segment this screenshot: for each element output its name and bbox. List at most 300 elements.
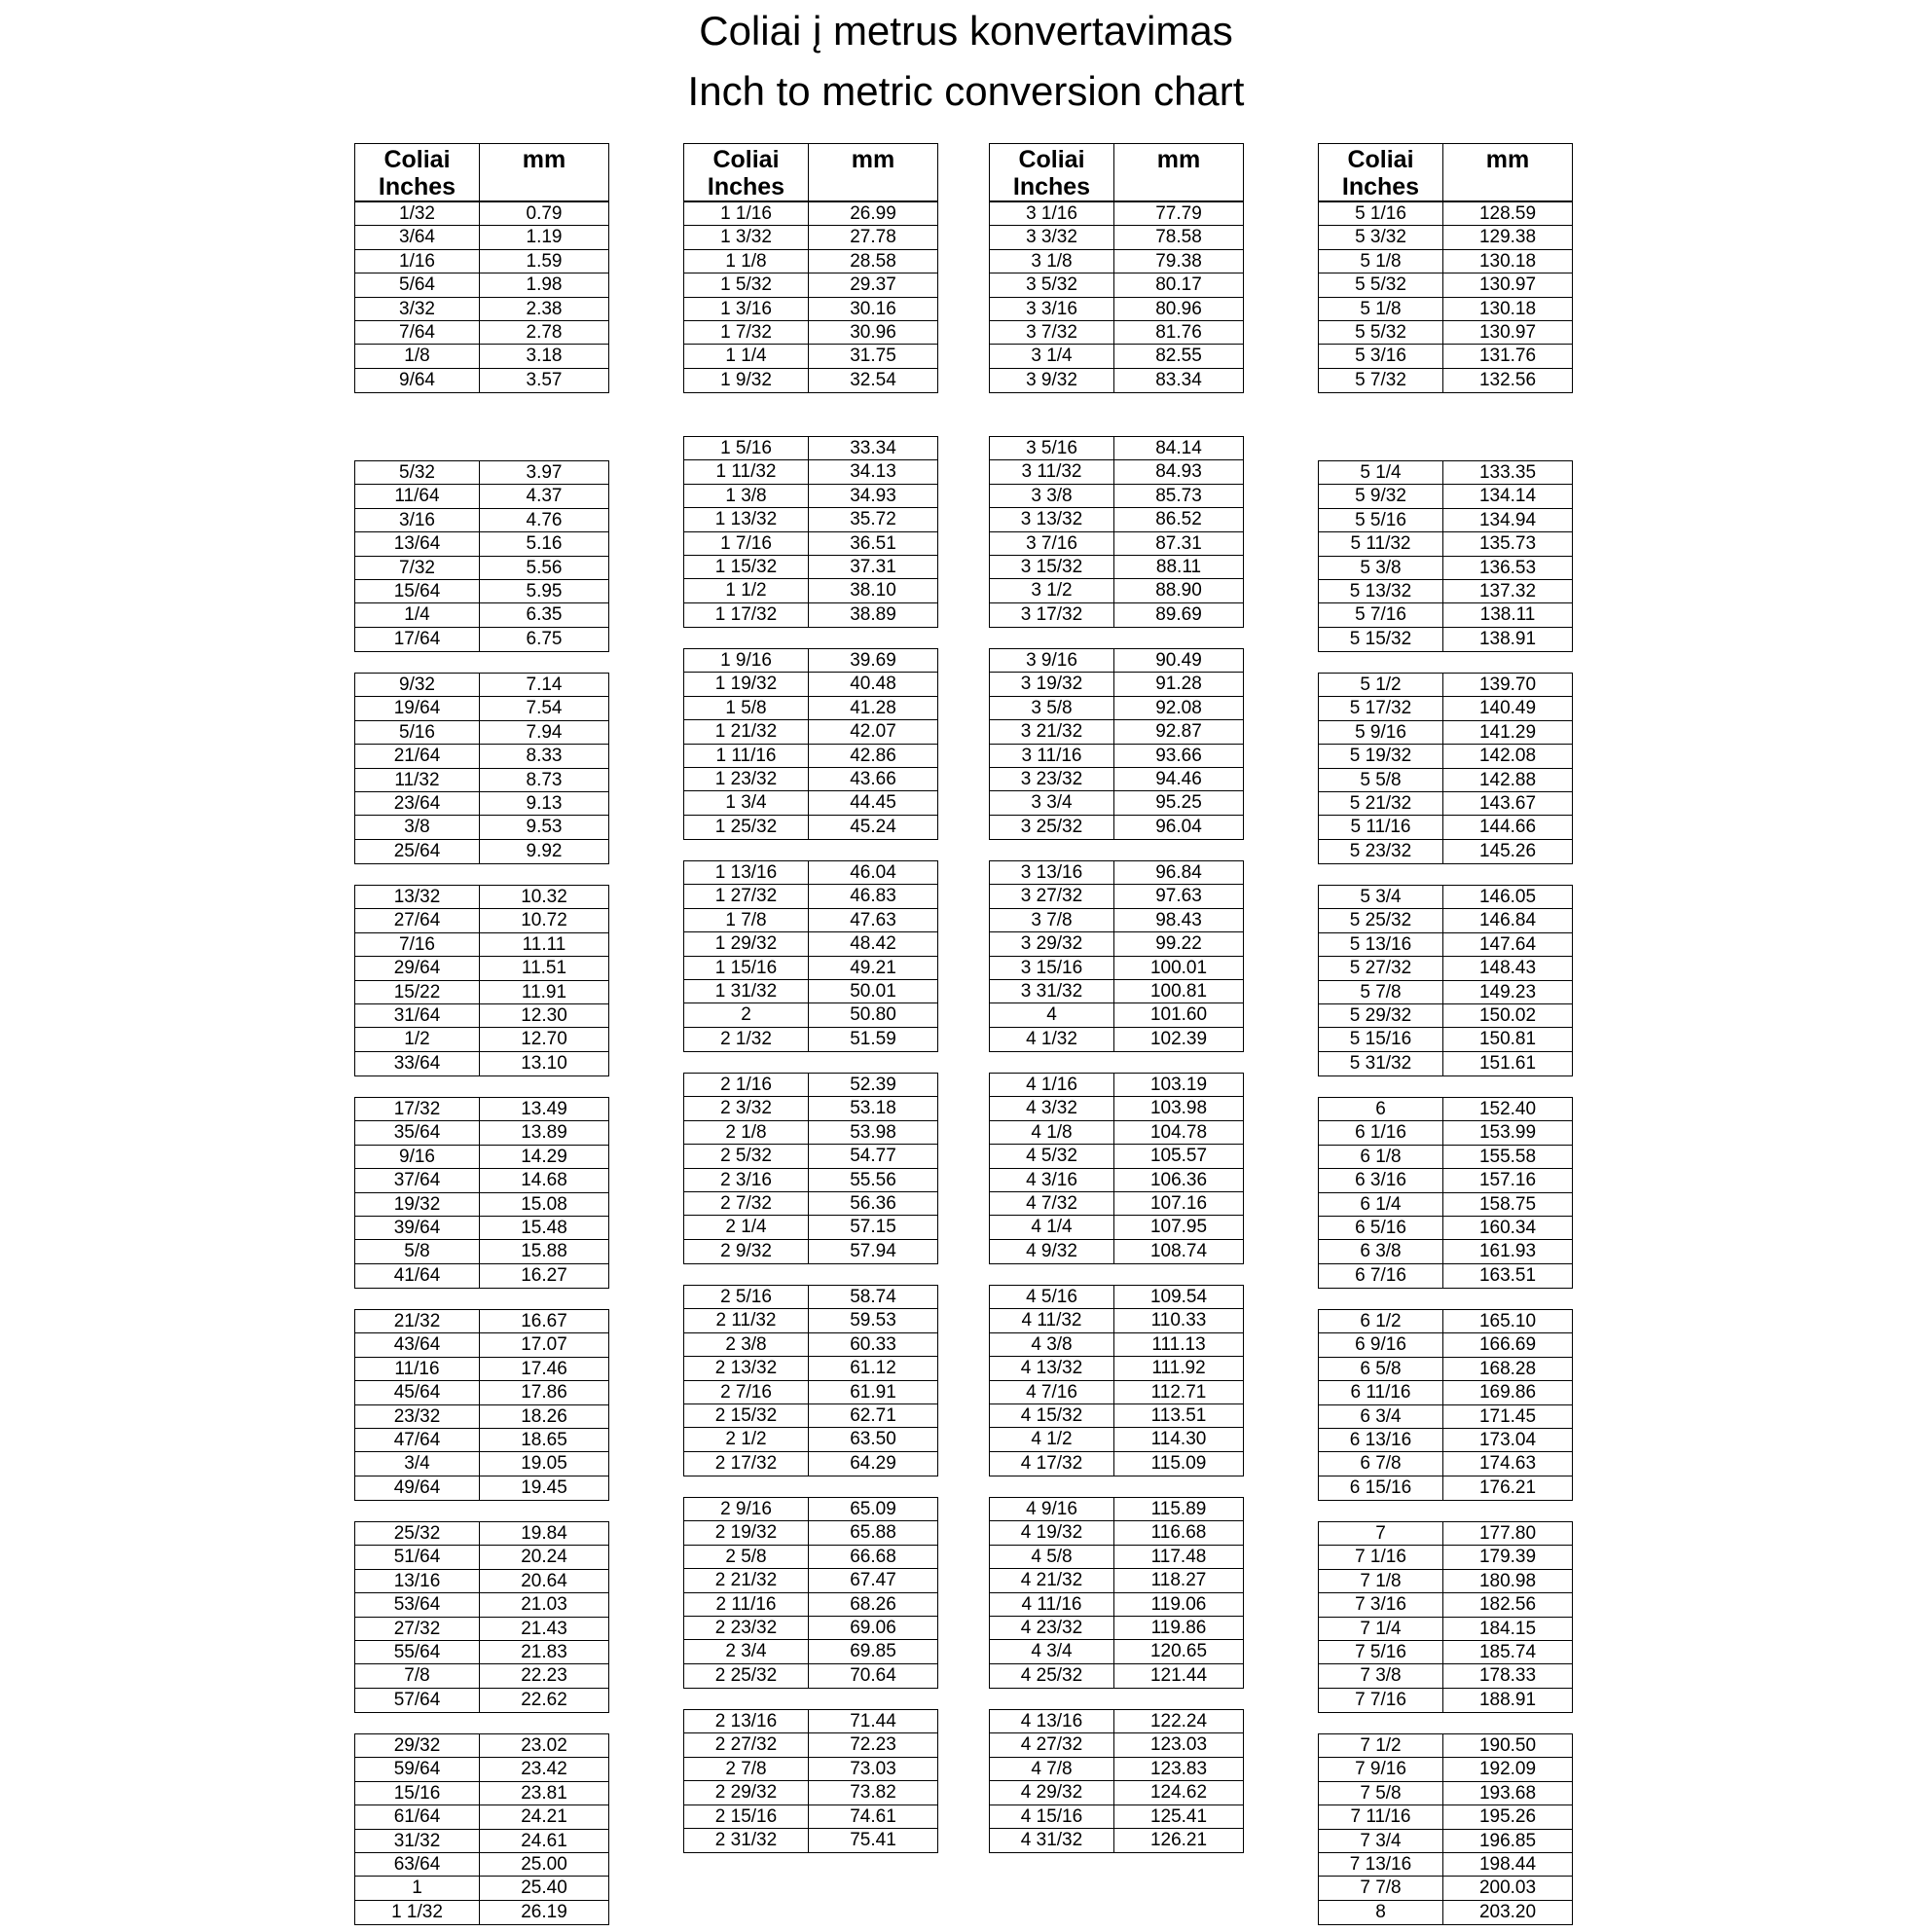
inch-value: 1 7/16 [684, 532, 809, 555]
inch-value: 3 13/32 [990, 508, 1114, 530]
row-group [354, 673, 609, 864]
mm-value: 130.18 [1478, 250, 1537, 272]
table-row [990, 1028, 1243, 1051]
table-row [990, 1003, 1243, 1027]
table-row [355, 509, 608, 532]
inch-value: 4 3/32 [990, 1097, 1114, 1119]
inch-value: 5 23/32 [1319, 840, 1443, 863]
inch-value: 5 27/32 [1319, 957, 1443, 979]
mm-value: 126.21 [1149, 1829, 1208, 1850]
inch-value: 1 27/32 [684, 885, 809, 907]
inch-value: 1 1/2 [684, 579, 809, 601]
inch-value: 19/64 [355, 697, 480, 719]
table-row [1319, 721, 1572, 745]
table-row [355, 886, 608, 909]
inch-value: 5 1/4 [1319, 461, 1443, 484]
table-row [990, 250, 1243, 273]
table-row [990, 460, 1243, 484]
mm-value: 7.94 [526, 721, 563, 743]
inch-value: 4 3/4 [990, 1640, 1114, 1662]
mm-value: 61.91 [850, 1381, 896, 1403]
mm-value: 134.14 [1478, 486, 1537, 507]
mm-value: 34.93 [850, 485, 896, 506]
mm-value: 30.96 [850, 321, 896, 343]
inch-value: 57/64 [355, 1689, 480, 1712]
table-row [990, 202, 1243, 226]
table-row [684, 1546, 937, 1569]
row-group [354, 1733, 609, 1925]
table-row [990, 603, 1243, 627]
table-row [684, 1805, 937, 1829]
mm-value: 131.76 [1478, 346, 1537, 367]
inch-value: 4 31/32 [990, 1829, 1114, 1852]
mm-value: 114.30 [1150, 1429, 1207, 1450]
inch-value: 7 [1319, 1522, 1443, 1545]
table-row [355, 321, 608, 345]
table-row [355, 1618, 608, 1641]
table-row [355, 1310, 608, 1333]
inch-value: 31/64 [355, 1004, 480, 1027]
inch-value: 4 11/16 [990, 1593, 1114, 1616]
mm-value: 15.48 [521, 1217, 567, 1238]
table-row [1319, 557, 1572, 580]
inch-value: 5 21/32 [1319, 792, 1443, 815]
table-row [1319, 674, 1572, 697]
table-row [1319, 226, 1572, 249]
inch-value: 4 13/16 [990, 1710, 1114, 1732]
inch-value: 13/16 [355, 1570, 480, 1592]
mm-value: 19.45 [521, 1476, 567, 1498]
mm-value: 96.84 [1155, 862, 1202, 883]
mm-value: 21.83 [521, 1641, 567, 1662]
inch-value: 3/4 [355, 1452, 480, 1475]
table-row [1319, 1901, 1572, 1924]
table-header [1318, 143, 1573, 201]
table-row [1319, 816, 1572, 839]
table-row [355, 769, 608, 792]
mm-value: 13.10 [521, 1052, 567, 1074]
table-row [1319, 273, 1572, 297]
mm-value: 125.41 [1149, 1805, 1208, 1827]
inch-value: 2 7/8 [684, 1758, 809, 1780]
mm-value: 10.72 [521, 910, 567, 931]
table-row [355, 1052, 608, 1075]
mm-value: 132.56 [1478, 369, 1537, 390]
table-row [684, 1710, 937, 1733]
mm-value: 113.51 [1150, 1404, 1207, 1426]
inch-value: 5/32 [355, 461, 480, 484]
table-row [684, 697, 937, 720]
table-row [990, 1216, 1243, 1239]
mm-value: 92.87 [1155, 721, 1202, 743]
table-row [355, 226, 608, 249]
row-group [354, 460, 609, 652]
table-row [684, 980, 937, 1003]
mm-value: 129.38 [1478, 227, 1537, 248]
mm-value: 116.68 [1150, 1522, 1207, 1544]
table-row [684, 720, 937, 744]
inch-value: 1/8 [355, 345, 480, 367]
inch-value: 3 3/4 [990, 791, 1114, 814]
table-row [1319, 1146, 1572, 1169]
mm-value: 63.50 [850, 1429, 896, 1450]
mm-value: 26.19 [521, 1901, 567, 1922]
table-row [355, 369, 608, 392]
row-group [1318, 673, 1573, 864]
table-row [1319, 1098, 1572, 1121]
mm-value: 134.94 [1478, 509, 1537, 530]
inch-value: 15/64 [355, 580, 480, 602]
table-row [1319, 1758, 1572, 1781]
table-row [684, 1381, 937, 1404]
mm-value: 11.11 [522, 933, 566, 955]
inch-value: 3/32 [355, 298, 480, 320]
conversion-table-column [1318, 143, 1573, 1925]
mm-value: 14.68 [521, 1170, 567, 1191]
table-row [990, 1521, 1243, 1545]
mm-value: 136.53 [1478, 557, 1537, 578]
mm-value: 42.86 [850, 745, 896, 766]
mm-value: 10.32 [521, 887, 567, 907]
inch-value: 3 15/32 [990, 556, 1114, 578]
row-group [1318, 1733, 1573, 1925]
table-row [1319, 933, 1572, 957]
inch-value: 2 1/8 [684, 1121, 809, 1144]
inch-value: 5 1/8 [1319, 250, 1443, 273]
table-row [1319, 202, 1572, 226]
table-row [990, 745, 1243, 768]
mm-value: 18.26 [521, 1405, 567, 1427]
table-row [355, 1593, 608, 1617]
inch-value: 4 5/32 [990, 1145, 1114, 1167]
inch-value: 2 5/16 [684, 1286, 809, 1308]
table-row [684, 1452, 937, 1476]
mm-value: 140.49 [1478, 698, 1537, 719]
table-header [354, 143, 609, 201]
inch-value: 2 29/32 [684, 1781, 809, 1804]
table-row [1319, 1476, 1572, 1500]
mm-column-header: mm [1156, 146, 1201, 173]
inch-value: 35/64 [355, 1121, 480, 1144]
table-row [1319, 1805, 1572, 1829]
inch-value: 1/2 [355, 1028, 480, 1050]
inch-value: 3/16 [355, 509, 480, 531]
mm-value: 151.61 [1478, 1052, 1537, 1074]
inch-value: 2 1/16 [684, 1074, 809, 1096]
table-row [355, 1333, 608, 1357]
mm-value: 69.06 [850, 1617, 896, 1638]
inch-value: 5 17/32 [1319, 697, 1443, 719]
inch-value: 6 1/16 [1319, 1121, 1443, 1144]
table-row [1319, 1240, 1572, 1263]
inch-value: 33/64 [355, 1052, 480, 1075]
mm-value: 165.10 [1478, 1311, 1537, 1331]
mm-value: 79.38 [1155, 250, 1202, 272]
mm-value: 66.68 [850, 1546, 896, 1567]
inch-value: 11/16 [355, 1358, 480, 1380]
table-row [684, 673, 937, 696]
mm-value: 24.61 [521, 1830, 567, 1851]
row-group [989, 1285, 1244, 1476]
table-row [1319, 1358, 1572, 1381]
mm-value: 142.08 [1478, 746, 1537, 767]
table-row [684, 1593, 937, 1617]
mm-value: 141.29 [1478, 721, 1537, 743]
inch-value: 3 3/16 [990, 298, 1114, 320]
table-row [990, 816, 1243, 839]
table-row [684, 532, 937, 556]
table-row [990, 345, 1243, 368]
mm-value: 27.78 [850, 227, 896, 248]
table-row [355, 1782, 608, 1805]
table-row [1319, 1381, 1572, 1404]
mm-value: 98.43 [1155, 909, 1202, 930]
inch-value: 7 3/8 [1319, 1664, 1443, 1687]
table-row [1319, 981, 1572, 1004]
inch-value: 5/8 [355, 1240, 480, 1262]
mm-value: 9.92 [526, 840, 563, 861]
inch-value: 7 9/16 [1319, 1758, 1443, 1780]
inch-value: 5 11/32 [1319, 532, 1443, 555]
mm-value: 15.08 [521, 1193, 567, 1215]
mm-value: 47.63 [850, 909, 896, 930]
inch-value: 6 1/8 [1319, 1146, 1443, 1168]
inch-value: 9/64 [355, 369, 480, 392]
table-row [1319, 1004, 1572, 1028]
inch-value: 1 11/32 [684, 460, 809, 483]
table-row [1319, 840, 1572, 863]
mm-value: 38.10 [850, 580, 896, 601]
mm-value: 90.49 [1155, 650, 1202, 671]
mm-value: 24.21 [521, 1806, 567, 1828]
mm-value: 112.71 [1150, 1381, 1207, 1403]
table-row [1319, 1333, 1572, 1357]
table-row [684, 579, 937, 602]
table-row [684, 1028, 937, 1051]
table-row [355, 1004, 608, 1028]
row-group [683, 1497, 938, 1689]
mm-value: 120.65 [1149, 1641, 1208, 1662]
table-row [1319, 1217, 1572, 1240]
inch-value: 3 5/32 [990, 273, 1114, 296]
table-header [989, 143, 1244, 201]
table-row [355, 250, 608, 273]
mm-value: 108.74 [1149, 1240, 1208, 1261]
mm-value: 81.76 [1155, 321, 1202, 343]
inch-value: 1 3/32 [684, 226, 809, 248]
inch-value: 3 3/32 [990, 226, 1114, 248]
mm-value: 124.62 [1149, 1782, 1208, 1804]
mm-value: 4.37 [526, 486, 563, 507]
inch-value: 2 7/32 [684, 1192, 809, 1215]
table-row [355, 1240, 608, 1263]
table-row [990, 1829, 1243, 1852]
table-row [1319, 1618, 1572, 1641]
table-row [1319, 1522, 1572, 1546]
table-row [355, 1758, 608, 1781]
row-group [989, 1497, 1244, 1689]
table-row [990, 1286, 1243, 1309]
table-row [990, 1569, 1243, 1592]
inch-value: 4 7/16 [990, 1381, 1114, 1403]
table-row [355, 1522, 608, 1546]
inch-value: 7 7/16 [1319, 1689, 1443, 1712]
mm-value: 177.80 [1478, 1523, 1537, 1544]
mm-value: 36.51 [850, 532, 896, 554]
mm-value: 119.06 [1150, 1593, 1207, 1615]
table-row [355, 1028, 608, 1051]
inch-value: 5/64 [355, 273, 480, 296]
table-row [1319, 1782, 1572, 1805]
inch-value: 2 17/32 [684, 1452, 809, 1476]
table-row [355, 298, 608, 321]
mm-value: 5.16 [526, 533, 563, 555]
inch-value: 2 11/32 [684, 1309, 809, 1331]
table-row [1319, 697, 1572, 720]
row-group [683, 436, 938, 628]
table-row [1319, 745, 1572, 768]
table-row [1319, 345, 1572, 368]
mm-value: 49.21 [850, 957, 896, 978]
table-row [684, 1781, 937, 1804]
mm-value: 44.45 [850, 792, 896, 814]
inch-value: 4 3/16 [990, 1169, 1114, 1191]
inch-value: 1 [355, 1877, 480, 1899]
table-row [1319, 1877, 1572, 1900]
inch-value: 5/16 [355, 721, 480, 744]
table-row [1319, 250, 1572, 273]
inch-value: 1 5/16 [684, 437, 809, 459]
row-group [683, 860, 938, 1052]
mm-value: 144.66 [1478, 817, 1537, 838]
table-row [990, 768, 1243, 791]
inch-value: 1 19/32 [684, 673, 809, 695]
inch-value: 5 13/16 [1319, 933, 1443, 956]
table-row [684, 768, 937, 791]
mm-value: 23.02 [521, 1735, 567, 1756]
inch-value: 27/32 [355, 1618, 480, 1640]
table-row [1319, 1570, 1572, 1593]
mm-value: 179.39 [1478, 1547, 1537, 1568]
inch-value: 4 [990, 1003, 1114, 1026]
table-row [684, 1192, 937, 1216]
inch-value: 7 5/8 [1319, 1782, 1443, 1804]
inch-value: 3 11/16 [990, 745, 1114, 767]
table-row [355, 674, 608, 697]
mm-value: 2.78 [526, 321, 563, 343]
table-row [990, 649, 1243, 673]
mm-value: 84.93 [1155, 461, 1202, 483]
mm-value: 95.25 [1155, 792, 1202, 814]
mm-value: 8.73 [526, 769, 563, 790]
mm-value: 182.56 [1478, 1594, 1537, 1616]
inch-value: 3 29/32 [990, 932, 1114, 955]
mm-value: 94.46 [1155, 768, 1202, 789]
row-group [683, 1709, 938, 1853]
mm-value: 3.57 [526, 369, 563, 390]
table-row [1319, 461, 1572, 485]
table-row [1319, 1641, 1572, 1664]
page-title: Coliai į metrus konvertavimas [699, 8, 1233, 54]
inch-value: 2 1/2 [684, 1428, 809, 1450]
table-row [684, 1333, 937, 1357]
row-group [989, 860, 1244, 1052]
inch-value: 1/4 [355, 603, 480, 626]
mm-value: 196.85 [1478, 1830, 1537, 1851]
mm-value: 200.03 [1478, 1877, 1537, 1899]
mm-value: 28.58 [850, 250, 896, 272]
table-row [684, 932, 937, 956]
table-row [355, 273, 608, 297]
table-row [684, 1569, 937, 1592]
inch-value: 2 9/32 [684, 1240, 809, 1263]
mm-value: 22.62 [521, 1689, 567, 1710]
inch-value: 1 25/32 [684, 816, 809, 839]
mm-value: 166.69 [1478, 1334, 1537, 1356]
inch-value: 3 1/2 [990, 579, 1114, 601]
inches-column-header: Coliai Inches [355, 144, 480, 200]
mm-value: 73.82 [850, 1782, 896, 1804]
table-row [1319, 532, 1572, 556]
mm-value: 1.59 [526, 250, 563, 272]
mm-value: 97.63 [1155, 886, 1202, 907]
mm-value: 138.11 [1479, 604, 1536, 626]
mm-value: 198.44 [1478, 1853, 1537, 1875]
mm-value: 89.69 [1155, 603, 1202, 625]
inch-value: 25/32 [355, 1522, 480, 1545]
mm-value: 21.03 [521, 1594, 567, 1616]
conversion-table-column [354, 143, 609, 1925]
mm-value: 153.99 [1478, 1122, 1537, 1144]
inch-value: 4 1/32 [990, 1028, 1114, 1051]
inches-column-header: Coliai Inches [684, 144, 809, 200]
mm-value: 130.97 [1478, 274, 1537, 296]
table-row [990, 532, 1243, 556]
mm-column-header: mm [851, 146, 895, 173]
inch-value: 1 11/16 [684, 745, 809, 767]
table-row [990, 885, 1243, 908]
mm-value: 137.32 [1478, 580, 1537, 601]
table-header [683, 143, 938, 201]
inch-value: 5 3/32 [1319, 226, 1443, 248]
mm-value: 3.18 [526, 346, 563, 367]
mm-value: 56.36 [850, 1192, 896, 1214]
mm-value: 93.66 [1155, 745, 1202, 766]
inch-value: 1/16 [355, 250, 480, 273]
mm-value: 100.01 [1149, 957, 1208, 978]
inch-value: 2 13/32 [684, 1357, 809, 1379]
mm-value: 17.46 [521, 1358, 567, 1379]
inch-value: 1 7/32 [684, 321, 809, 344]
inch-value: 5 29/32 [1319, 1004, 1443, 1027]
table-row [1319, 1452, 1572, 1476]
mm-value: 102.39 [1149, 1028, 1208, 1049]
inch-value: 4 15/32 [990, 1404, 1114, 1427]
inch-value: 1/32 [355, 202, 480, 225]
table-row [1319, 1169, 1572, 1192]
table-row [990, 1428, 1243, 1451]
mm-value: 7.14 [526, 674, 563, 695]
mm-value: 72.23 [850, 1734, 896, 1756]
inch-value: 4 23/32 [990, 1617, 1114, 1639]
mm-value: 42.07 [850, 721, 896, 743]
inch-value: 53/64 [355, 1593, 480, 1616]
mm-value: 180.98 [1478, 1570, 1537, 1591]
table-row [990, 980, 1243, 1003]
inch-value: 1 1/8 [684, 250, 809, 273]
inch-value: 2 1/32 [684, 1028, 809, 1051]
inch-value: 63/64 [355, 1853, 480, 1876]
